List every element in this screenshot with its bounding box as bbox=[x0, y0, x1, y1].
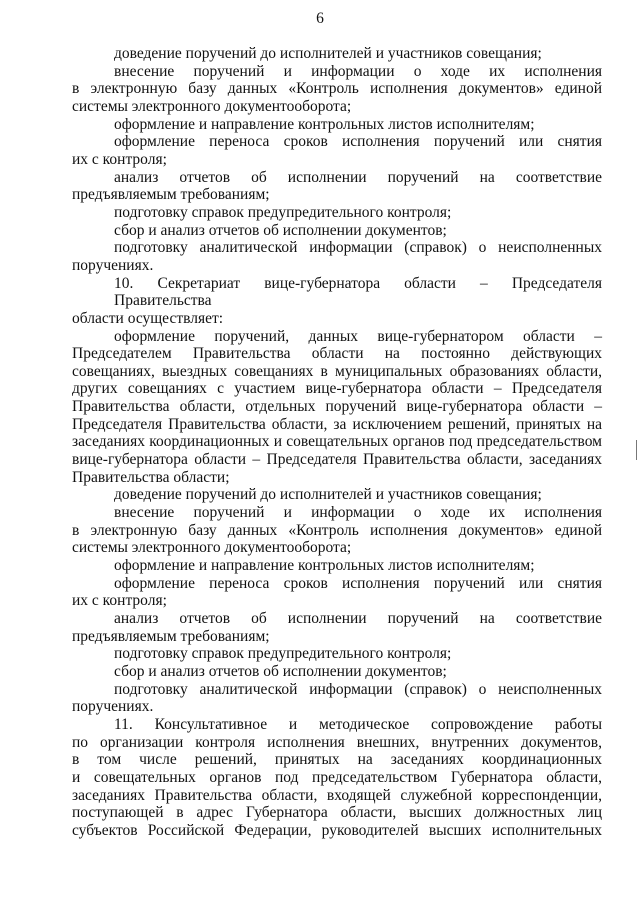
text-line: Председателя Правительства области, за исключением решений, принятых на bbox=[72, 415, 602, 433]
text-line: поступающей в адрес Губернатора области, высших должностных лиц bbox=[72, 804, 602, 822]
paragraph bbox=[72, 610, 602, 645]
paragraph bbox=[72, 45, 602, 63]
text-line: оформление и направление контрольных листов исполнителям; bbox=[114, 557, 535, 575]
text-line: Председателем Правительства области на постоянно действующих bbox=[72, 345, 602, 363]
paragraph bbox=[72, 575, 602, 610]
text-line: подготовку справок предупредительного контроля; bbox=[114, 203, 452, 221]
paragraph bbox=[72, 222, 602, 240]
text-line: в электронную базу данных «Контроль исполнения документов» единой bbox=[72, 521, 602, 539]
paragraph bbox=[72, 504, 602, 557]
text-line: подготовку аналитической информации (справок) о неисполненных bbox=[114, 239, 602, 257]
text-line: по организации контроля исполнения внешних, внутренних документов, bbox=[72, 733, 602, 751]
text-line: заседаниях Правительства области, входящей служебной корреспонденции, bbox=[72, 786, 602, 804]
text-line: оформление переноса сроков исполнения поручений или снятия bbox=[114, 574, 602, 592]
paragraph bbox=[72, 275, 602, 328]
paragraph bbox=[72, 239, 602, 274]
page-number: 6 bbox=[316, 10, 324, 27]
paragraph bbox=[72, 204, 602, 222]
text-line: заседаниях координационных и совещательных органов под председательством bbox=[72, 433, 602, 451]
text-line: подготовку аналитической информации (справок) о неисполненных bbox=[114, 680, 602, 698]
text-line: и совещательных органов под председательством Губернатора области, bbox=[72, 768, 602, 786]
text-line: оформление поручений, данных вице-губернатором области – bbox=[114, 327, 602, 345]
text-line: доведение поручений до исполнителей и участников совещания; bbox=[114, 45, 542, 62]
paragraph bbox=[72, 133, 602, 168]
text-line: их с контроля; bbox=[72, 592, 167, 610]
text-line: сбор и анализ отчетов об исполнении документов; bbox=[114, 221, 447, 239]
text-line: в том числе решений, принятых на заседаниях координационных bbox=[72, 751, 602, 769]
paragraph bbox=[72, 63, 602, 116]
text-line: Правительства области, отдельных поручений вице-губернатора области – bbox=[72, 398, 602, 416]
text-line: анализ отчетов об исполнении поручений на соответствие bbox=[114, 610, 602, 627]
text-line: поручениях. bbox=[72, 698, 154, 716]
text-line: предъявляемым требованиям; bbox=[72, 186, 270, 204]
paragraph bbox=[72, 557, 602, 575]
text-line: Правительства области; bbox=[72, 468, 230, 486]
text-line: доведение поручений до исполнителей и участников совещания; bbox=[114, 486, 542, 504]
text-line: других совещаниях с участием вице-губернатора области – Председателя bbox=[72, 380, 602, 398]
text-line: предъявляемым требованиям; bbox=[72, 627, 270, 645]
text-line: подготовку справок предупредительного контроля; bbox=[114, 645, 452, 663]
text-line: поручениях. bbox=[72, 256, 154, 274]
text-line: оформление переноса сроков исполнения поручений или снятия bbox=[114, 133, 602, 151]
paragraph bbox=[72, 716, 602, 840]
scan-edge-mark bbox=[636, 440, 637, 460]
text-line: вице-губернатора области – Председателя Правительства области, заседаниях bbox=[72, 451, 602, 469]
text-line: их с контроля; bbox=[72, 150, 167, 168]
text-line: сбор и анализ отчетов об исполнении документов; bbox=[114, 662, 447, 680]
paragraph bbox=[72, 169, 602, 204]
document-body bbox=[72, 45, 602, 840]
text-line: системы электронного документооборота; bbox=[72, 97, 352, 115]
paragraph bbox=[72, 681, 602, 716]
paragraph bbox=[72, 663, 602, 681]
paragraph bbox=[72, 486, 602, 504]
text-line: внесение поручений и информации о ходе их исполнения bbox=[114, 504, 602, 522]
text-line: внесение поручений и информации о ходе их исполнения bbox=[114, 62, 602, 80]
text-line: области осуществляет: bbox=[72, 309, 224, 327]
text-line: субъектов Российской Федерации, руководителей высших исполнительных bbox=[72, 821, 602, 839]
paragraph bbox=[72, 116, 602, 134]
text-line: в электронную базу данных «Контроль исполнения документов» единой bbox=[72, 80, 602, 98]
paragraph bbox=[72, 645, 602, 663]
text-line: системы электронного документооборота; bbox=[72, 539, 352, 557]
text-line: 11. Консультативное и методическое сопровождение работы bbox=[114, 715, 602, 733]
text-line: анализ отчетов об исполнении поручений на соответствие bbox=[114, 168, 602, 186]
text-line: оформление и направление контрольных листов исполнителям; bbox=[114, 115, 535, 133]
paragraph bbox=[72, 328, 602, 487]
text-line: совещаниях, выездных совещаниях в муниципальных образованиях области, bbox=[72, 362, 602, 380]
text-line: 10. Секретариат вице-губернатора области – Председателя Правительства bbox=[114, 274, 602, 310]
